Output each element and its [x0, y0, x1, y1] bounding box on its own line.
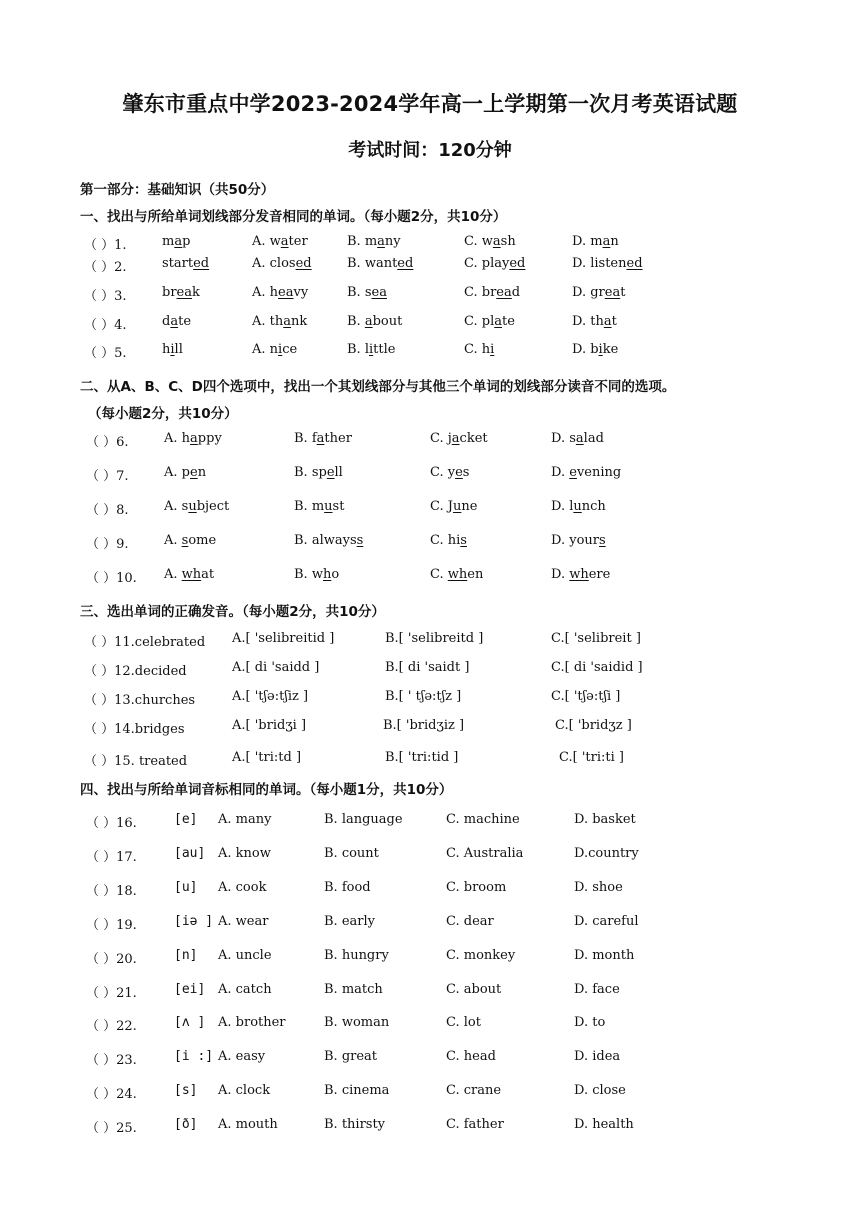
question-number: （ ）14.bridges: [84, 722, 185, 737]
option-c[interactable]: C. played: [464, 256, 526, 271]
question-row: [0, 1049, 860, 1069]
given-word: date: [162, 314, 192, 329]
option-c[interactable]: C.[ 'selibreit ]: [551, 631, 641, 646]
phonetic-symbol: [ei]: [174, 982, 206, 997]
option-c[interactable]: C.[ di 'saidid ]: [551, 660, 643, 675]
question-number: （ ）17.: [86, 850, 137, 865]
option-d[interactable]: D. careful: [574, 914, 639, 929]
option-d[interactable]: D. salad: [551, 431, 604, 446]
option-c[interactable]: C.[ 'tri:ti ]: [559, 750, 624, 765]
question-row: [0, 689, 860, 709]
phonetic-symbol: [i :]: [174, 1049, 214, 1064]
option-a[interactable]: A.[ di 'saidd ]: [232, 660, 320, 675]
option-b[interactable]: B. language: [324, 812, 403, 827]
section2-points: （每小题2分，共10分）: [88, 406, 238, 422]
option-a[interactable]: A. thank: [252, 314, 308, 329]
option-d[interactable]: D. month: [574, 948, 635, 963]
option-c[interactable]: C. father: [446, 1117, 504, 1132]
option-b[interactable]: B. little: [347, 342, 396, 357]
question-number: （ ）5.: [84, 346, 127, 361]
option-a[interactable]: A. mouth: [218, 1117, 278, 1132]
given-word: hill: [162, 342, 183, 357]
question-row: [0, 750, 860, 770]
question-number: （ ）11.celebrated: [84, 635, 206, 650]
option-d[interactable]: D. evening: [551, 465, 622, 480]
question-row: [0, 846, 860, 866]
option-d[interactable]: D. close: [574, 1083, 626, 1098]
option-a[interactable]: A. catch: [218, 982, 272, 997]
option-b[interactable]: B. thirsty: [324, 1117, 386, 1132]
option-a[interactable]: A. happy: [164, 431, 222, 446]
phonetic-symbol: [n]: [174, 948, 198, 963]
exam-duration: 考试时间：120分钟: [348, 140, 512, 161]
option-b[interactable]: B. food: [324, 880, 371, 895]
question-number: （ ）23.: [86, 1053, 137, 1068]
option-b[interactable]: B. many: [347, 234, 401, 249]
option-b[interactable]: B. alwayss: [294, 533, 364, 548]
question-row: [0, 1015, 860, 1035]
question-number: （ ）9.: [86, 537, 129, 552]
option-b[interactable]: B.[ 'bridʒiz ]: [383, 718, 465, 733]
question-number: （ ）18.: [86, 884, 137, 899]
option-a[interactable]: A. clock: [218, 1083, 271, 1098]
option-a[interactable]: A.[ 'bridʒi ]: [232, 718, 307, 733]
option-b[interactable]: B.[ 'tri:tid ]: [385, 750, 459, 765]
question-number: （ ）3.: [84, 289, 127, 304]
option-a[interactable]: A.[ 'tri:td ]: [232, 750, 302, 765]
option-d[interactable]: D.country: [574, 846, 639, 861]
question-row: [0, 499, 860, 519]
phonetic-symbol: [e]: [174, 812, 198, 827]
option-b[interactable]: B. spell: [294, 465, 343, 480]
question-row: [0, 982, 860, 1002]
option-c[interactable]: C. monkey: [446, 948, 516, 963]
question-number: （ ）12.decided: [84, 664, 187, 679]
option-b[interactable]: B. who: [294, 567, 340, 582]
question-number: （ ）15. treated: [84, 754, 188, 769]
question-row: [0, 631, 860, 651]
option-a[interactable]: A. closed: [252, 256, 312, 271]
option-c[interactable]: C. lot: [446, 1015, 481, 1030]
phonetic-symbol: [ʌ ]: [174, 1015, 206, 1030]
option-d[interactable]: D. to: [574, 1015, 606, 1030]
option-d[interactable]: D. man: [572, 234, 619, 249]
option-c[interactable]: C. plate: [464, 314, 515, 329]
option-b[interactable]: B. count: [324, 846, 379, 861]
phonetic-symbol: [au]: [174, 846, 206, 861]
option-c[interactable]: C.[ 'bridʒz ]: [555, 718, 632, 733]
question-row: [0, 431, 860, 451]
option-a[interactable]: A. brother: [218, 1015, 286, 1030]
phonetic-symbol: [s]: [174, 1083, 198, 1098]
section2-heading: 二、从A、B、C、D四个选项中，找出一个其划线部分与其他三个单词的划线部分读音不同的选项。: [80, 379, 676, 395]
question-row: [0, 880, 860, 900]
option-a[interactable]: A.[ 'tʃə:tʃiz ]: [232, 689, 309, 704]
option-a[interactable]: A. heavy: [252, 285, 309, 300]
question-row: [0, 285, 860, 305]
question-number: （ ）13.churches: [84, 693, 196, 708]
question-row: [0, 660, 860, 680]
option-d[interactable]: D. listened: [572, 256, 643, 271]
option-a[interactable]: A.[ 'selibreitid ]: [232, 631, 335, 646]
option-d[interactable]: D. that: [572, 314, 617, 329]
question-row: [0, 567, 860, 587]
question-number: （ ）22.: [86, 1019, 137, 1034]
option-c[interactable]: C. about: [446, 982, 502, 997]
option-b[interactable]: B. woman: [324, 1015, 390, 1030]
option-a[interactable]: A. wear: [218, 914, 269, 929]
question-number: （ ）10.: [86, 571, 137, 586]
option-b[interactable]: B. father: [294, 431, 352, 446]
option-d[interactable]: D. basket: [574, 812, 636, 827]
given-word: break: [162, 285, 200, 300]
section1-heading: 一、找出与所给单词划线部分发音相同的单词。（每小题2分，共10分）: [80, 209, 507, 225]
part-heading: 第一部分：基础知识（共50分）: [80, 182, 275, 198]
question-number: （ ）16.: [86, 816, 137, 831]
option-a[interactable]: A. pen: [164, 465, 207, 480]
option-a[interactable]: A. some: [164, 533, 217, 548]
option-c[interactable]: C. broom: [446, 880, 507, 895]
option-a[interactable]: A. subject: [164, 499, 230, 514]
option-c[interactable]: C. Australia: [446, 846, 524, 861]
option-d[interactable]: D. yours: [551, 533, 606, 548]
option-d[interactable]: D. idea: [574, 1049, 621, 1064]
question-number: （ ）2.: [84, 260, 127, 275]
option-a[interactable]: A. what: [164, 567, 215, 582]
phonetic-symbol: [u]: [174, 880, 198, 895]
question-row: [0, 812, 860, 832]
option-c[interactable]: C. crane: [446, 1083, 502, 1098]
question-number: （ ）24.: [86, 1087, 137, 1102]
phonetic-symbol: [ð]: [174, 1117, 198, 1132]
option-c[interactable]: C. head: [446, 1049, 496, 1064]
question-number: （ ）8.: [86, 503, 129, 518]
option-b[interactable]: B. sea: [347, 285, 387, 300]
option-d[interactable]: D. face: [574, 982, 620, 997]
option-b[interactable]: B. wanted: [347, 256, 414, 271]
option-b[interactable]: B. early: [324, 914, 375, 929]
section3-heading: 三、选出单词的正确发音。（每小题2分，共10分）: [80, 604, 385, 620]
option-a[interactable]: A. many: [218, 812, 272, 827]
question-row: [0, 1083, 860, 1103]
question-row: [0, 256, 860, 276]
question-row: [0, 314, 860, 334]
question-number: （ ）19.: [86, 918, 137, 933]
page-title: 肇东市重点中学2023-2024学年高一上学期第一次月考英语试题: [122, 92, 738, 116]
question-number: （ ）6.: [86, 435, 129, 450]
option-b[interactable]: B.[ 'selibreitd ]: [385, 631, 484, 646]
option-c[interactable]: C.[ 'tʃə:tʃi ]: [551, 689, 621, 704]
option-c[interactable]: C. hi: [464, 342, 495, 357]
option-b[interactable]: B. match: [324, 982, 383, 997]
option-c[interactable]: C. bread: [464, 285, 521, 300]
question-row: [0, 465, 860, 485]
question-row: [0, 914, 860, 934]
option-d[interactable]: D. shoe: [574, 880, 623, 895]
option-a[interactable]: A. uncle: [218, 948, 272, 963]
given-word: started: [162, 256, 210, 271]
question-number: （ ）25.: [86, 1121, 137, 1136]
question-row: [0, 718, 860, 738]
option-d[interactable]: D. where: [551, 567, 611, 582]
option-b[interactable]: B. hungry: [324, 948, 389, 963]
option-b[interactable]: B.[ di 'saidt ]: [385, 660, 470, 675]
option-c[interactable]: C. when: [430, 567, 484, 582]
question-number: （ ）7.: [86, 469, 129, 484]
option-a[interactable]: A. know: [218, 846, 271, 861]
option-b[interactable]: B. about: [347, 314, 403, 329]
option-d[interactable]: D. great: [572, 285, 626, 300]
option-b[interactable]: B.[ ' tʃə:tʃz ]: [385, 689, 462, 704]
question-number: （ ）4.: [84, 318, 127, 333]
question-row: [0, 948, 860, 968]
option-c[interactable]: C. June: [430, 499, 478, 514]
given-word: map: [162, 234, 191, 249]
option-a[interactable]: A. easy: [218, 1049, 266, 1064]
option-d[interactable]: D. health: [574, 1117, 634, 1132]
option-b[interactable]: B. great: [324, 1049, 378, 1064]
option-c[interactable]: C. yes: [430, 465, 470, 480]
option-c[interactable]: C. wash: [464, 234, 516, 249]
option-c[interactable]: C. his: [430, 533, 467, 548]
question-row: [0, 1117, 860, 1137]
question-row: [0, 342, 860, 362]
question-number: （ ）20.: [86, 952, 137, 967]
option-d[interactable]: D. lunch: [551, 499, 606, 514]
option-b[interactable]: B. must: [294, 499, 345, 514]
option-b[interactable]: B. cinema: [324, 1083, 390, 1098]
option-c[interactable]: C. machine: [446, 812, 520, 827]
option-d[interactable]: D. bike: [572, 342, 619, 357]
option-a[interactable]: A. nice: [252, 342, 298, 357]
section4-heading: 四、找出与所给单词音标相同的单词。（每小题1分，共10分）: [80, 782, 453, 798]
phonetic-symbol: [iə ]: [174, 914, 214, 929]
question-number: （ ）21.: [86, 986, 137, 1001]
option-c[interactable]: C. dear: [446, 914, 494, 929]
option-a[interactable]: A. water: [252, 234, 308, 249]
question-row: [0, 234, 860, 254]
question-number: （ ）1.: [84, 238, 127, 253]
option-c[interactable]: C. jacket: [430, 431, 488, 446]
question-row: [0, 533, 860, 553]
option-a[interactable]: A. cook: [218, 880, 267, 895]
